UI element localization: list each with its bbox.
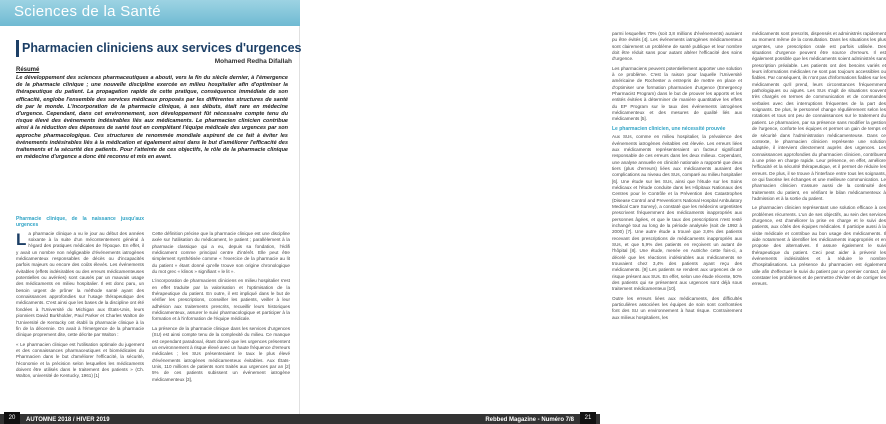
- section-subheading: Pharmacie clinique, de la naissance jusqu'aux urgences: [16, 216, 144, 229]
- left-page: [0, 0, 300, 424]
- paragraph: [16, 231, 144, 339]
- right-column-2: [752, 31, 886, 409]
- page-number: 20: [4, 412, 20, 424]
- page-number: 21: [580, 412, 596, 424]
- section-title: Sciences de la Santé: [14, 3, 161, 20]
- right-column-1: [612, 31, 742, 409]
- paragraph: Cette définition précise que la pharmacie clinique est une discipline axée sur l'utilisation du médicament, le patient ; parallèlement à la pharmacie classique qui a eu, depuis sa fondation, l'édifi médicament comme principal centre d'intérêt. Elle peut être simplement synthétisée comme « l'exercice de la pharmacie au lit du patient » étant donné qu'elle trouve son origine chronologique du mot grec « klinos » signifiant « le lit ».: [152, 231, 290, 275]
- paragraph: La présence de la pharmacie clinique dans les services d'urgences (SU) est ainsi compte tenu de la complexité du milieu. Ce manque est cependant paradoxal, étant donné que les urgences présentent un environnement à risque élevé avec un haute fréquence d'erreurs médicales ; les SUs présenteraient le taux le plus élevé d'événements iatrogènes médicamenteux évitables. Aux États-Unis, 110 millions de patients sont traités aux urgences par an [2] 5% de ces patients subissent un événement iatrogène médicamenteux [3],: [152, 325, 290, 382]
- abstract-heading: Résumé: [16, 67, 40, 73]
- section-subheading: Le pharmacien clinicien, une nécessité prouvée: [612, 125, 726, 132]
- author-name: Mohamed Redha Difallah: [214, 58, 292, 65]
- abstract-text: Le développement des sciences pharmaceutiques a abouti, vers la fin du siècle dernier, à l'émergence de la pharmacie clinique ; une nouvelle discipline exercée en milieu hospitalier afin d'optimiser la thérapeutique du patient. La propagation rapide de cette pratique, conséquence immédiate de son efficacité, englobe l'ensemble des services médicaux proposés par les différentes structures de santé de par le monde. L'incorporation de la pharmacie clinique, à ses débuts, était rare en médecine d'urgence. Cependant, dans cet environnement, son développement fût nécessaire compte tenu du risque élevé des événements indésirables liés aux médicaments. Le pharmacien clinicien contribue ainsi à la réduction des dépenses de santé tout en complétant l'équipe médicale des urgences par son approche pharmacologique. Ces structures de renommée mondiale aspirent de ce fait à éviter les événements indésirables liés à la médication et également ainsi dans le but d'améliorer l'efficacité des traitements et la sécurité des patients. Pour l'atteinte de ces objectifs, le rôle de la pharmacie clinique en médecine d'urgence a donc été reconnu et mis en avant.: [16, 75, 288, 161]
- paragraph: « Le pharmacien clinique est l'utilisation optimale du jugement et des connaissances pharmaceutiques et biomédicales du Pharmacien dans le but d'améliorer l'efficacité, la sécurité, l'économie et la précision selon lesquelles les médicaments doivent être utilisés dans le traitement des patients » (Ch. Walton, université de Kentucky, 1961) [1]: [16, 341, 144, 379]
- title-accent-bar: [16, 40, 19, 57]
- paragraph: Les pharmaciens peuvent potentiellement apporter une solution à ce problème. C'est la raison pour laquelle l'Université américaine de Rochester a entrepris de mettre en place et d'optimiser une formation pharmacien d'urgence (Emergency Pharmacist Program) dans le but de prouver les apports et les entités évitées à déterminer de manière quantitative les effets du EP Program sur le taux des événements iatrogènes médicamenteux et des mesures de qualité liés aux médicaments [5].: [612, 65, 742, 122]
- paragraph: médicaments sont prescrits, dispensés et administrés rapidement au moment même de la consultation. Dans les situations les plus urgentes, une prescription orale est parfois utilisée. Des situations d'urgence peuvent être source d'erreurs. Il est également possible que les médicaments soient administrés sans prescription préalable. Les patients ont des besoins variés et leurs informations médicales ne sont pas toujours accessibles ou fiables. Par conséquent, ils n'ont pas d'informations fiables sur les médicaments qu'il prend, leurs circonstances fréquemment pathologiques ou aiguës. Les SUs s'agit de situations souvent très chargés en termes de communication et de commandes verbales avec des interruptions fréquentes de la part des soignants. De plus, le personnel change régulièrement selon les rotations et tous ont peu de connaissances sur le traitement du patient. Le pharmacien, par sa présence sans modifier la gestion de l'urgence, conforte les équipes et permet un gain de temps et de sécurité dans l'administration médicamenteuse. Dans ce contexte, le pharmacien clinicien représente une solution adaptée, il intervient directement auprès des urgences. Les connaissances approfondies du pharmacien clinicien, contribuent à une prise en charge rapide. Leur présence, en effet, améliore l'efficacité et la sécurité thérapeutique, et il permet de réduire les erreurs. De plus, il se trouve à l'interface entre tous les soignants, ce qui favorise les échanges et une meilleure communication. Le pharmacien clinicien s'assure aussi de la continuité des traitements du patient, en vérifiant le bilan médicamenteux à l'admission et à la sortie du patient.: [752, 31, 886, 201]
- issue-label: AUTOMNE 2018 / HIVER 2019: [26, 417, 110, 423]
- article-title: Pharmacien cliniciens aux services d'urgences: [22, 41, 302, 55]
- paragraph: L'incorporation de pharmaciens cliniciens en milieu hospitalier s'est en effet traduite par la valorisation et l'optimisation de la thérapeutique du patient. En outre, il est impliqué dans le but de vérifier les prescriptions, conseiller les patients, veiller à leur adhésion aux traitements prescrits, recueillir leurs historiques médicamenteux, assurer le suivi pharmacologique et participer à la formation et à l'information de l'équipe médicale.: [152, 278, 290, 322]
- paragraph: Outre les erreurs liées aux médicaments, des difficultés particulières associées les équipes de soin sont confrontées font des SU un environnement à haut risque. Contrairement aux milieux hospitaliers, les: [612, 295, 742, 320]
- left-column-2: [152, 231, 290, 412]
- paragraph-text: a pharmacie clinique a vu le jour au début des années soixante à la suite d'un mécontentement général à l'égard des pratiques médicales de l'époque. En effet, il y avait un nombre non négligeable d'événements iatrogènes médicamenteux responsables de décès ou d'incapacités parfois majeurs ou encore des coûts élevés. Les événements évitables (effets indésirables ou des erreurs médicamenteuses potentielles ou avérées) sont causés par un mauvais usage des médicaments en milieu hospitalier. Il est donc paru, un besoin urgent de prôner la méthode santé ayant des connaissances approfondies sur l'usage thérapeutique des médicaments. C'est ainsi que les bases de la discipline ont été fondées à l'Université du Michigan aux États-Unis, leurs pionniers David Burkholder, Paul Parker et Charles Walton de l'Université de Kentucky ont établi la pharmacie clinique à la fin de la décennie. On avait à l'émergence de la pharmacie clinique proprement dite, cette décrite par Walton :: [16, 230, 144, 338]
- paragraph: parmi lesquelles 70% (soit 3,8 millions d'événements) auraient pu être évités [4]. Les événements iatrogènes médicamenteux sont clairement un problème de santé publique et leur nombre doit être réduit sans pour autant altérer l'efficacité des soins d'urgence.: [612, 31, 742, 62]
- issue-label: Rebbed Magazine - Numéro 7/8: [485, 417, 574, 423]
- paragraph: Aux SUs, comme en milieu hospitalier, la prévalence des événements iatrogènes évitables est élevée. Les erreurs liées aux médicaments représenteraient un facteur significatif responsable de ces erreurs dans les deux milieux. Cependant, une analyse annuelle en clinicité nationale a rapporté que deux tiers (plus d'erreurs) liées aux médicaments auraient des complications au niveau des SUs, comparé au milieu hospitalier [6]. Une étude sur les SUs, ainsi que l'étude sur les Soins médicaux et l'étude conduite dans les Hôpitaux Nationaux des Centres pour le Contrôle et la Prévention des Catastrophes (Disease Control and Prevention's National Hospital Ambulatory Medical Care Survey), a constaté que les médecins urgentistes prescrivent fréquemment des médicaments inappropriés aux personnes âgées, et que le taux des prescriptions n'est resté inchangé tout au long de la période analysée (soit de 1992 à 2000) [7]. Une autre étude a trouvé que 3,6% des patients recevant des prescriptions de médicaments inappropriés aux SUs, et que 5,9% des patients en reçoivent un autant de l'hôpital [8]. Une étude, menée en Autriche cette fois-ci, a décelé que les réactions indésirables aux médicaments se trouvaient chez 3,4% des patients ayant reçu des médicaments. [9] Les patients se rendent aux urgences de ce risque présent aux SUs. En effet, selon une étude récente, 50% des patients qui se présentent aux urgences sont déjà sous traitement médicamenteux [10].: [612, 134, 742, 292]
- paragraph: Le pharmacien clinicien représentant une solution efficace à ces problèmes récurrents. L'un de ses objectifs, au sein des services d'urgence, est d'améliorer la prise en charge et le suivi des patients, aux côtés des équipes médicales. Il participe aussi à la visite médicale et contribue au bon usage des médicaments. Il aide notamment à identifier les médicaments inappropriés et en propose des alternatives. Il assure également le suivi thérapeutique du patient. Ceci peut aider à prévenir les événements indésirables et à réduire le nombre d'hospitalisations. La présence du pharmacien est également utile afin d'effectuer le suivi du patient par un premier contact, de constater les problèmes et de permettre d'éviter et de corriger les erreurs.: [752, 205, 886, 287]
- drop-cap: L: [16, 229, 27, 249]
- section-header-band: [0, 0, 300, 26]
- left-column-1: [16, 216, 144, 412]
- right-page: [300, 0, 886, 424]
